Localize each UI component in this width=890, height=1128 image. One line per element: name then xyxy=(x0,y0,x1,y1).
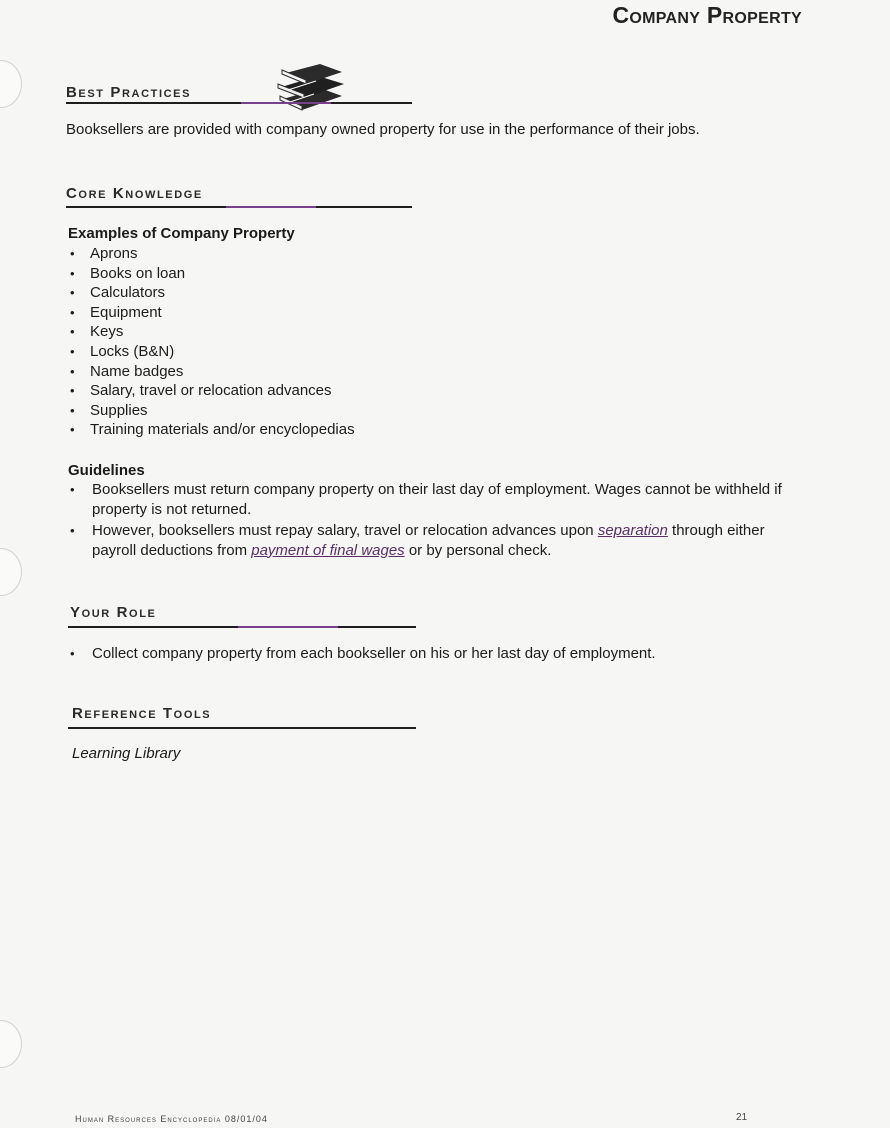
binder-hole-middle xyxy=(0,548,22,596)
list-item: • Supplies xyxy=(68,401,355,421)
payment-of-final-wages-link[interactable]: payment of final wages xyxy=(251,541,405,559)
binder-hole-bottom xyxy=(0,1020,22,1068)
core-knowledge-heading: Core Knowledge xyxy=(66,185,203,202)
list-item: • Keys xyxy=(68,322,355,342)
best-practices-text: Booksellers are provided with company owned property for use in the performance of their jobs. xyxy=(66,121,700,138)
reference-tools-rule xyxy=(68,727,416,729)
page-title: Company Property xyxy=(612,2,802,28)
guidelines-heading: Guidelines xyxy=(68,462,145,479)
best-practices-rule xyxy=(66,102,412,104)
best-practices-heading: Best Practices xyxy=(66,84,192,101)
examples-heading: Examples of Company Property xyxy=(68,225,295,242)
reference-tools-heading: Reference Tools xyxy=(72,705,212,722)
list-item: • Name badges xyxy=(68,362,355,382)
binder-hole-top xyxy=(0,60,22,108)
list-item: • Equipment xyxy=(68,303,355,323)
your-role-list xyxy=(68,644,798,666)
separation-link[interactable]: separation xyxy=(597,522,668,539)
list-item: • Books on loan xyxy=(68,264,355,284)
list-item: • Locks (B&N) xyxy=(68,342,355,362)
guideline-item xyxy=(68,521,798,560)
footer-title: Human Resources Encyclopedia 08/01/04 xyxy=(75,1114,268,1124)
list-item: • Collect company property from each bookseller on his or her last day of employment. xyxy=(68,644,798,664)
list-item: • Training materials and/or encyclopedias xyxy=(68,420,355,440)
guideline-item: • Booksellers must return company property on their last day of employment. Wages cannot be withheld if property is not returned. xyxy=(68,480,798,519)
guideline-text: However, booksellers must repay salary, travel or relocation advances upon xyxy=(92,522,598,539)
learning-library-link[interactable]: Learning Library xyxy=(72,745,181,762)
list-item: • Aprons xyxy=(68,244,355,264)
guideline-text: or by personal check. xyxy=(404,541,552,559)
examples-list xyxy=(68,244,355,440)
list-item: • Salary, travel or relocation advances xyxy=(68,381,355,401)
page-number: 21 xyxy=(736,1112,748,1123)
guideline-text: through either payroll deductions from xyxy=(92,522,765,559)
your-role-heading: Your Role xyxy=(70,604,157,621)
list-item: • Calculators xyxy=(68,283,355,303)
core-knowledge-rule xyxy=(66,206,412,208)
stack-of-books-icon xyxy=(270,60,350,112)
guidelines-list xyxy=(68,480,798,562)
your-role-rule xyxy=(68,626,416,628)
